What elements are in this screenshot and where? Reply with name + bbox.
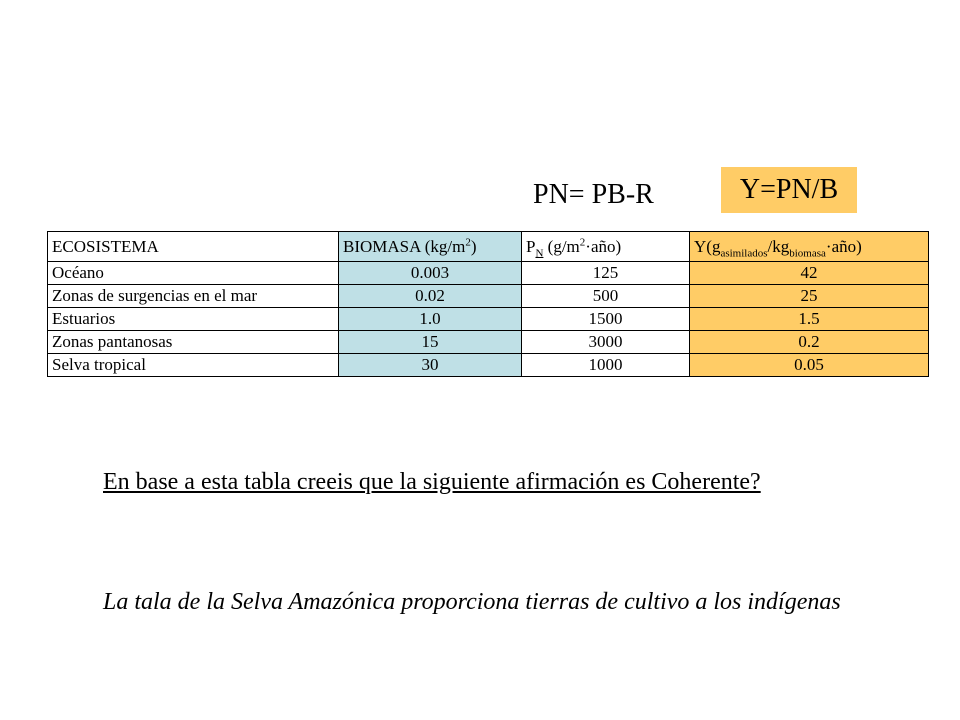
cell-ecosistema: Estuarios	[48, 308, 339, 331]
cell-y: 0.05	[690, 354, 929, 377]
table-row	[48, 285, 929, 308]
cell-biomasa: 1.0	[339, 308, 522, 331]
cell-pn: 1000	[522, 354, 690, 377]
cell-pn: 1500	[522, 308, 690, 331]
cell-biomasa: 30	[339, 354, 522, 377]
table-row	[48, 308, 929, 331]
cell-pn: 125	[522, 262, 690, 285]
question-text: En base a esta tabla creeis que la siguiente afirmación es Coherente?	[103, 469, 761, 495]
cell-biomasa: 15	[339, 331, 522, 354]
table-row	[48, 262, 929, 285]
cell-ecosistema: Océano	[48, 262, 339, 285]
cell-y: 0.2	[690, 331, 929, 354]
header-biomasa: BIOMASA $(kg/m^2)$	[339, 232, 522, 262]
cell-y: 1.5	[690, 308, 929, 331]
cell-y: 42	[690, 262, 929, 285]
cell-y: 25	[690, 285, 929, 308]
table-header-row	[48, 232, 929, 262]
formula-y: Y=PN/B	[721, 167, 857, 213]
cell-pn: 3000	[522, 331, 690, 354]
table-row	[48, 331, 929, 354]
formula-pn: PN= PB-R	[533, 179, 654, 210]
ecosystem-table	[47, 231, 929, 377]
cell-biomasa: 0.02	[339, 285, 522, 308]
cell-ecosistema: Selva tropical	[48, 354, 339, 377]
cell-pn: 500	[522, 285, 690, 308]
header-pn: $P_N$ $(g/m^2\cdot año)$	[522, 232, 690, 262]
cell-biomasa: 0.003	[339, 262, 522, 285]
cell-ecosistema: Zonas de surgencias en el mar	[48, 285, 339, 308]
cell-ecosistema: Zonas pantanosas	[48, 331, 339, 354]
header-ecosistema: ECOSISTEMA	[48, 232, 339, 262]
header-y: $Y(g_{asimilados}/kg_{biomasa}\cdot año)$	[690, 232, 929, 262]
table-row	[48, 354, 929, 377]
statement-text: La tala de la Selva Amazónica proporciona tierras de cultivo a los indígenas	[103, 589, 841, 615]
